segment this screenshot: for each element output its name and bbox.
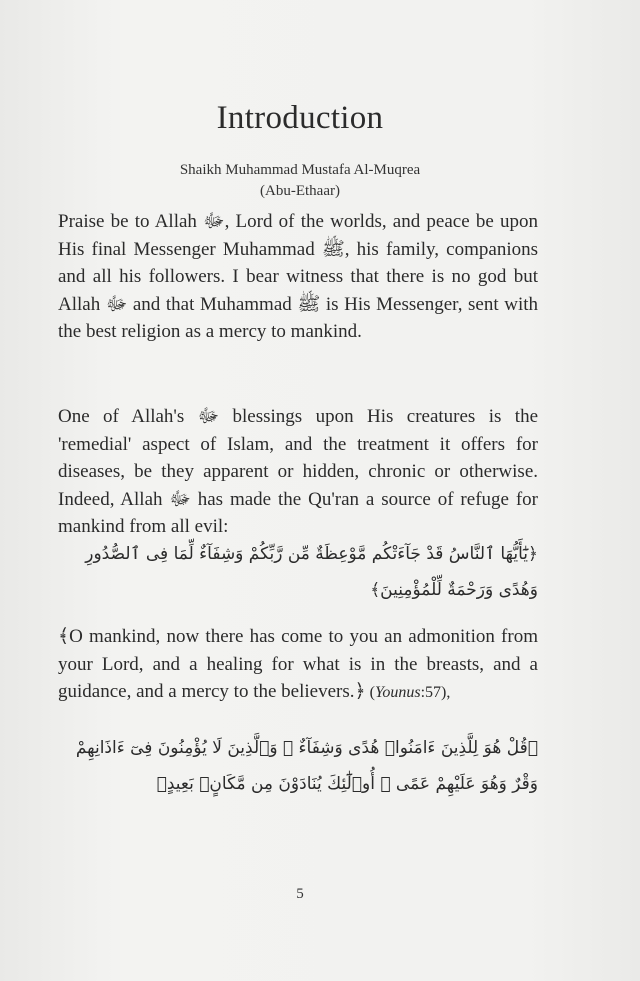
author-credit [0, 160, 600, 202]
author-name: Shaikh Muhammad Mustafa Al-Muqrea [179, 162, 421, 178]
page-number: 5 [296, 886, 304, 902]
surah-reference [366, 684, 451, 701]
paragraph-blessings: One of Allah's ﷻ blessings upon His creatures is the 'remedial' aspect of Islam, and the treatment it offers for diseases, be they apparent or hidden, chronic or otherwise. Indeed, Allah ﷻ has made the Qu'ran a source of refuge for mankind from all evil: [58, 406, 538, 537]
surah-name: Younus [374, 684, 421, 701]
translation-text: ﴾O mankind, now there has come to you an admonition from your Lord, and a healing for what is in the breasts, and a guidance, and a mercy to the believers.﴿ [58, 626, 538, 702]
reference-open: ( [365, 684, 375, 701]
page-title: Introduction [216, 100, 384, 136]
reference-verse: :57), [420, 684, 451, 701]
paragraph-praise: Praise be to Allah ﷻ, Lord of the worlds, and peace be upon His final Messenger Muhammad ﷺ, his family, companions and all his followers. I bear witness that there is no god but Allah ﷻ and that Muhammad ﷺ is His Messenger, sent with the best religion as a mercy to mankind. [58, 211, 538, 342]
verse-translation [58, 623, 538, 707]
arabic-verse-younus: ﴿يَٰٓأَيُّهَا ٱلنَّاسُ قَدْ جَآءَتْكُم مَّوْعِظَةٌ مِّن رَّبِّكُمْ وَشِفَآءٌ لِّمَا فِى ٱلصُّدُورِ وَهُدًى وَرَحْمَةٌ لِّلْمُؤْمِنِينَ﴾ [85, 544, 538, 600]
author-kunya: (Abu-Ethaar) [260, 183, 340, 199]
arabic-verse-fussilat: ﴿قُلْ هُوَ لِلَّذِينَ ءَامَنُوا۟ هُدًى وَشِفَآءٌ ۖ وَٱلَّذِينَ لَا يُؤْمِنُونَ فِىٓ ءَاذَانِهِمْ وَقْرٌ وَهُوَ عَلَيْهِمْ عَمًى ۚ أُو۟لَٰٓئِكَ يُنَادَوْنَ مِن مَّكَانٍۭ بَعِيدٍ﴾ [75, 738, 538, 794]
